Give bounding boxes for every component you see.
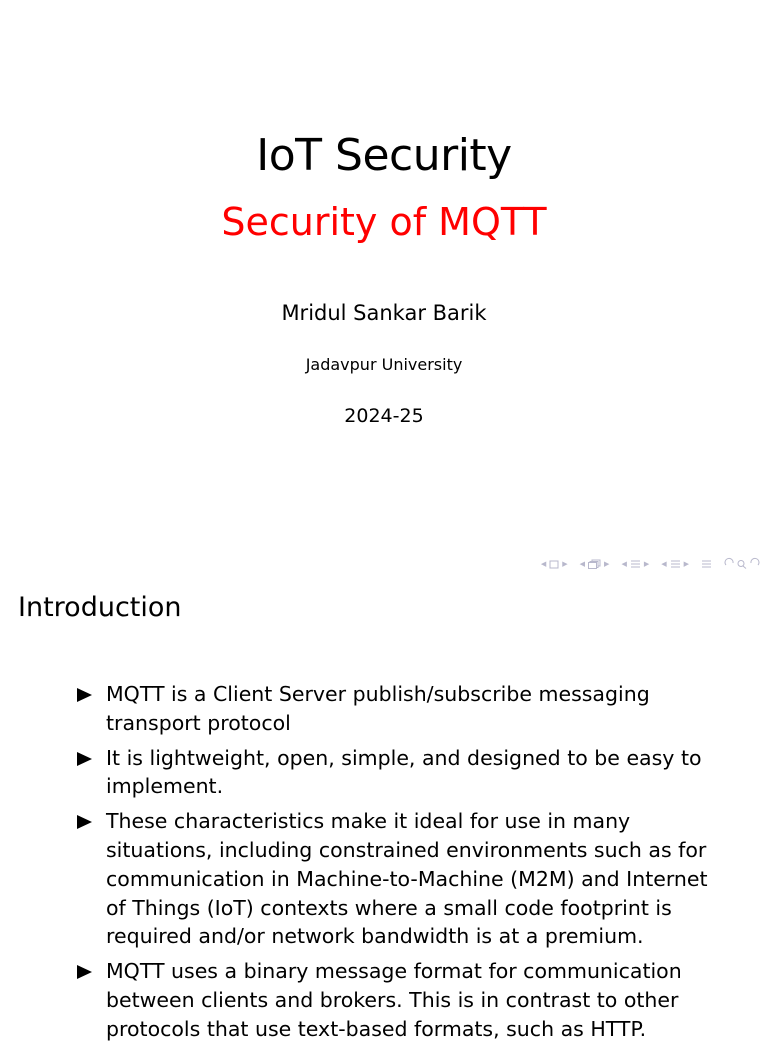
prev-arrow-icon[interactable]: ◀ [661,560,667,568]
prev-arrow-icon[interactable]: ◀ [621,560,627,568]
next-arrow-icon[interactable]: ▶ [562,560,568,568]
next-arrow-icon[interactable]: ▶ [683,560,689,568]
next-arrow-icon[interactable]: ▶ [604,560,610,568]
frame-title: Introduction [18,592,182,623]
frame-nav-icon[interactable] [549,560,559,569]
prev-arrow-icon[interactable]: ◀ [579,560,586,568]
author-name: Mridul Sankar Barik [281,301,487,325]
bullet-triangle-icon [77,965,92,979]
list-item [76,957,716,1043]
bullet-text: These characteristics make it ideal for use in many situations, including constrained environments such as for communication in Machine-to-Machine (M2M) and Internet of Things (IoT) contexts where a small code footprint is required and/or network bandwidth is at a premium. [106,809,708,949]
bullet-text: MQTT is a Client Server publish/subscribe messaging transport protocol [106,682,650,735]
subsection-nav[interactable] [580,559,610,569]
presentation-subtitle: Security of MQTT [221,200,547,244]
appendix-nav[interactable] [701,559,712,569]
search-nav-icon[interactable] [724,559,760,569]
list-item [76,744,716,802]
section-nav[interactable] [621,559,649,569]
section-nav-icon[interactable] [630,559,641,569]
bullet-triangle-icon [77,815,92,829]
bullet-list [76,680,716,1050]
list-item [76,680,716,738]
bullet-text: It is lightweight, open, simple, and designed to be easy to implement. [106,745,702,799]
appendix-nav-icon[interactable] [701,559,712,569]
search-nav[interactable] [724,559,760,569]
introduction-slide [0,576,768,1041]
bullet-text: MQTT uses a binary message format for communication between clients and brokers. This is in contrast to other protocols that use text-based formats, such as HTTP. [106,959,682,1041]
beamer-navigation-bar [541,556,760,572]
slide-nav[interactable] [661,559,689,569]
bullet-triangle-icon [77,688,92,702]
presentation-date: 2024-25 [344,405,424,427]
presentation-title: IoT Security [256,130,512,181]
list-item [76,807,716,951]
next-arrow-icon[interactable]: ▶ [643,560,650,568]
subsection-nav-icon[interactable] [588,559,601,569]
prev-arrow-icon[interactable]: ◀ [540,560,547,568]
bullet-triangle-icon [77,752,92,766]
slide-nav-icon[interactable] [670,559,681,569]
frame-nav[interactable] [541,560,568,569]
institute-name: Jadavpur University [305,355,463,374]
